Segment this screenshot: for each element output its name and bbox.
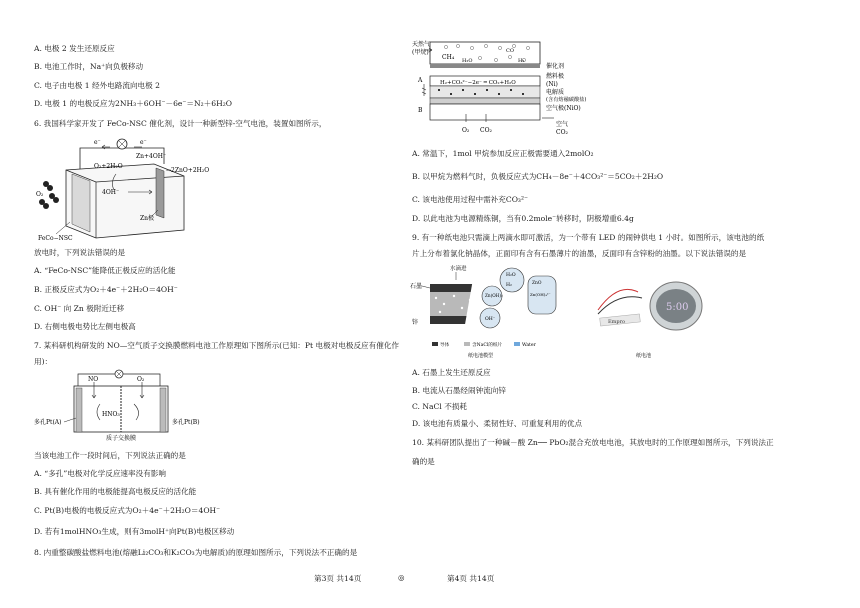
zn-oh4-label: Zn(OH)₄²⁻	[530, 292, 551, 297]
q5-option-d: D. 电极 1 的电极反应为2NH₃＋6OH⁻－6e⁻＝N₂＋6H₂O	[34, 99, 233, 108]
q5-option-c: C. 电子由电极 1 经外电路流向电极 2	[34, 81, 160, 90]
oh-label: 4OH⁻	[102, 189, 120, 196]
q10-stem: 10. 某科研团队提出了一种碱－酸 Zn── PbO₂混合充放电电池，其放电时的工作原理如图所示，下列说法正	[412, 438, 774, 447]
electrolyte-label: 电解质	[546, 89, 565, 96]
q9-option-c: C. NaCl 不损耗	[412, 402, 467, 411]
zn-product: →2ZnO+2H₂O	[166, 167, 210, 174]
q6-option-d: D. 右侧电极电势比左侧电极高	[34, 322, 136, 331]
reform-catalyst-label: 催化剂	[546, 63, 565, 70]
legend-conductor: 导体	[440, 343, 450, 348]
air-label: 空气	[556, 121, 569, 128]
o2-label: O₂	[36, 191, 44, 198]
q9-option-a: A. 石墨上发生还原反应	[412, 368, 491, 377]
q6-option-b: B. 正极反应式为O₂＋4e⁻＋2H₂O＝4OH⁻	[34, 285, 178, 294]
h2-label: H₂	[518, 58, 525, 64]
q6-option-a: A. “FeCo-NSC”能降低正极反应的活化能	[34, 266, 176, 275]
natural-gas-label: 天然气	[412, 41, 431, 48]
co2-label: CO₂	[480, 127, 492, 134]
co-label: CO	[506, 48, 514, 54]
q7-option-d: D. 若有1molHNO₃生成，则有3molH⁺向Pt(B)电极区移动	[34, 527, 235, 536]
catalyst-label: FeCo−NSC	[38, 235, 73, 242]
q8-option-a: A. 常温下，1mol 甲烷参加反应正极需要通入2molO₂	[412, 149, 594, 158]
anode-reaction: H₂+CO₃²⁻−2e⁻ ═ CO₂+H₂O	[440, 80, 516, 86]
pt-b-label: 多孔Pt(B)	[172, 419, 200, 426]
q7-continue: 当该电池工作一段时间后，下列说法正确的是	[34, 451, 186, 460]
zn-electrode-label: Zn极	[140, 215, 155, 222]
q7-option-c: C. Pt(B)电极的电极反应式为O₂＋4e⁻＋2H₂O＝4OH⁻	[34, 506, 221, 515]
h2-label: H₂	[506, 283, 512, 288]
q7-stem: 7. 某科研机构研发的 NO—空气质子交换膜燃料电池工作原理如下图所示(已知：Pt 电极对电极反应有催化作	[34, 341, 400, 350]
q8-stem: 8. 内重整碳酸盐燃料电池(熔融Li₂CO₃和K₂CO₃为电解质)的原理如图所示，下列说法不正确的是	[34, 548, 358, 557]
caption-model: 纸电池模型	[468, 353, 494, 358]
air-electrode-label: 空气极(NiO)	[546, 105, 581, 112]
electron-label-right: e⁻	[140, 139, 147, 146]
no-label: NO	[88, 376, 99, 383]
label-b: B	[418, 107, 423, 114]
pt-a-label: 多孔Pt(A)	[34, 419, 62, 426]
h2o-label: H₂O	[462, 58, 473, 64]
h2o-label: H₂O	[506, 273, 516, 278]
q5-option-b: B. 电池工作时，Na⁺向负极移动	[34, 62, 144, 71]
methane-label: (甲烷)	[412, 49, 429, 56]
q9-stem-cont: 片上分布着氯化钠晶体，正面印有含有石墨薄片的油墨，反面印有含锌粉的油墨。以下说法错误的是	[412, 249, 747, 258]
hno3-label: HNO₃	[102, 411, 120, 418]
pt-b-electrode	[160, 388, 166, 432]
drop-label: 水滴进	[450, 266, 467, 272]
caption-battery: 纸电池	[636, 353, 652, 358]
clock-display: 5:00	[666, 302, 689, 313]
electrolyte-note: (含有熔融碳酸盐)	[546, 97, 587, 103]
q6-option-c: C. OH⁻ 向 Zn 极附近迁移	[34, 304, 125, 313]
q7-stem-cont: 用)：	[34, 357, 53, 366]
zinc-label: 锌	[412, 319, 419, 326]
o2-label: O₂	[137, 376, 145, 383]
oh-label: OH⁻	[485, 317, 496, 322]
paper-battery-model-figure	[410, 262, 560, 358]
q8-option-b: B. 以甲烷为燃料气时，负极反应式为CH₄－8e⁻＋4CO₃²⁻＝5CO₂＋2H₂O	[412, 172, 664, 181]
carbonate-fuel-cell-figure	[410, 38, 610, 140]
graphite-label: 石墨	[410, 283, 423, 290]
o2-label: O₂	[462, 127, 470, 134]
zn-oh2-label: Zn(OH)₂	[485, 293, 503, 298]
pt-a-electrode	[76, 388, 82, 432]
o2-reaction: O₂+2H₂O	[94, 163, 123, 170]
paper-battery-photo	[578, 262, 718, 358]
q7-option-a: A. “多孔”电极对化学反应速率没有影响	[34, 469, 166, 478]
q8-option-d: D. 以此电池为电源精炼铜，当有0.2mole⁻转移时，阴极增重6.4g	[412, 214, 634, 223]
q6-stem: 6. 我国科学家开发了 FeCo-NSC 催化剂，设计一种新型锌-空气电池，装置如图所示，	[34, 119, 327, 128]
footer-right-page: 第4页 共14页	[447, 574, 495, 583]
battery-strip-label: Empro	[608, 319, 625, 325]
fuel-electrode-label: 燃料极	[546, 73, 565, 80]
co2-air-label: CO₂	[556, 129, 568, 136]
ni-label: (Ni)	[546, 81, 558, 88]
zn-reaction: Zn+4OH⁻	[136, 153, 167, 160]
q9-option-b: B. 电流从石墨经闹钟流向锌	[412, 386, 506, 395]
q5-option-a: A. 电极 2 发生还原反应	[34, 44, 115, 53]
footer-left-page: 第3页 共14页	[314, 574, 362, 583]
electron-label-left: e⁻	[94, 139, 101, 146]
q9-option-d: D. 该电池有质量小、柔韧性好、可重复利用的优点	[412, 419, 583, 428]
ch4-label: CH₄	[442, 54, 455, 61]
q7-option-b: B. 具有催化作用的电极能提高电极反应的活化能	[34, 487, 197, 496]
label-a: A	[418, 77, 423, 84]
no-air-fuel-cell-figure	[34, 368, 204, 442]
footer-separator: ◎	[398, 573, 405, 582]
zno-label: ZnO	[532, 281, 542, 286]
legend-water: Water	[522, 343, 536, 348]
q10-stem-cont: 确的是	[412, 457, 435, 466]
q6-continue: 放电时，下列说法错误的是	[34, 248, 126, 257]
legend-paper: 含NaCl的纸片	[472, 343, 503, 348]
zinc-air-battery-figure	[36, 134, 226, 242]
q8-option-c: C. 该电池使用过程中需补充CO₃²⁻	[412, 195, 529, 204]
q9-stem: 9. 有一种纸电池只需滴上两滴水即可激活，为一个带有 LED 的闹钟供电 1 小时。如图所示，该电池的纸	[412, 233, 765, 242]
membrane-label: 质子交换膜	[106, 435, 137, 442]
